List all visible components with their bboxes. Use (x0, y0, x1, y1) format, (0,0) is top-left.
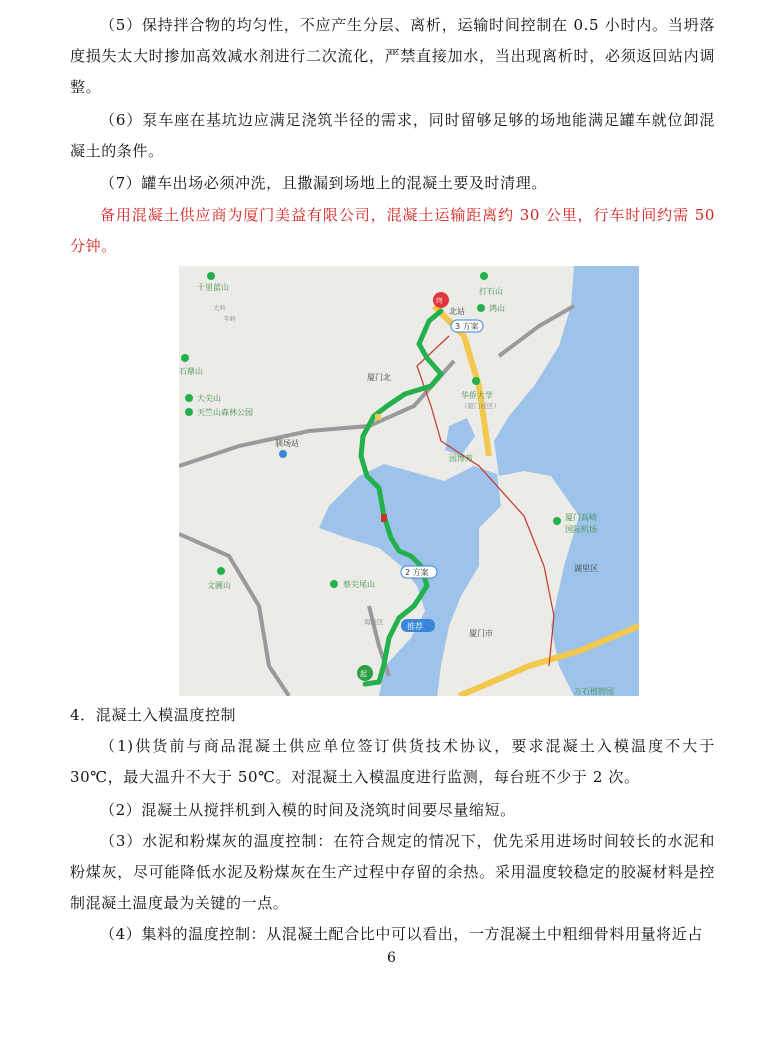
map-label-plan3: 3 方案 (455, 322, 479, 331)
route-map-svg (179, 266, 639, 696)
park-icon-shili (207, 272, 215, 280)
map-label-xmbei: 厦门北 (367, 373, 391, 382)
map-label-start: 起 (360, 670, 367, 678)
park-icon-tianzhu (185, 408, 193, 416)
map-label-plan2: 2 方案 (405, 568, 429, 577)
park-icon-dashi (480, 272, 488, 280)
park-icon-shiding (181, 354, 189, 362)
map-label-caijian: 蔡尖尾山 (343, 580, 375, 589)
map-traffic-red (381, 514, 387, 522)
map-label-dajian: 大尖山 (197, 394, 221, 403)
map-label-pingling: 平岭 (223, 315, 236, 323)
map-label-dashi: 打石山 (479, 287, 503, 296)
map-label-wanshi: 万石植物园 (574, 687, 614, 696)
section-4-item-1: （1)供货前与商品混凝土供应单位签订供货技术协议，要求混凝土入模温度不大于 30℃，最大温升不大于 50℃。对混凝土入模温度进行监测，每台班不少于 2 次。 (70, 737, 715, 786)
map-label-huaqiao-sub: （厦门校区） (461, 402, 500, 410)
park-icon-hongshan (477, 304, 485, 312)
map-label-xiangchang: 驯场站 (275, 439, 299, 448)
station-icon-xiangchang (279, 450, 287, 458)
paragraph-7: （7）罐车出场必须冲洗，且撒漏到场地上的混凝土要及时清理。 (100, 174, 547, 192)
map-label-huaqiao: 华侨大学 (461, 391, 493, 400)
map-label-beizhan: 北站 (449, 307, 465, 316)
section-4-item-4: （4）集料的温度控制：从混凝土配合比中可以看出，一方混凝土中粗细骨料用量将近占 (100, 925, 703, 943)
map-label-airport2: 国际机场 (565, 525, 597, 534)
map-label-tianzhu: 天竺山森林公园 (197, 408, 253, 417)
map-label-airport1: 厦门高崎 (565, 513, 597, 522)
section-4-item-3: （3）水泥和粉煤灰的温度控制：在符合规定的情况下，优先采用进场时间较长的水泥和粉煤灰，尽可能降低水泥及粉煤灰在生产过程中存留的余热。采用温度较稳定的胶凝材料是控制混凝土温度最为关键的一点。 (70, 832, 715, 912)
route-map (179, 266, 639, 696)
map-label-end: 终 (436, 297, 443, 305)
park-icon-wenyuan (217, 567, 225, 575)
map-label-hongshan: 鸿山 (489, 304, 505, 313)
map-traffic-orange (375, 414, 381, 420)
map-label-wenyuan: 文圃山 (207, 581, 231, 590)
map-label-shiding: 石鼎山 (179, 367, 203, 376)
paragraph-6: （6）泵车座在基坑边应满足浇筑半径的需求，同时留够足够的场地能满足罐车就位卸混凝土的条件。 (70, 111, 715, 160)
map-label-daling: 大岭 (213, 304, 226, 312)
map-label-shili: 十里蓝山 (197, 283, 229, 292)
map-label-haicang: 海沧区 (364, 618, 384, 626)
page-number: 6 (387, 950, 396, 966)
park-icon-caijian (330, 580, 338, 588)
section-4-item-2: （2）混凝土从搅拌机到入模的时间及浇筑时间要尽量缩短。 (100, 801, 516, 819)
map-label-xiamen: 厦门市 (469, 629, 493, 638)
map-label-yuanbo: 园博苑 (449, 454, 473, 463)
backup-supplier-note: 备用混凝土供应商为厦门美益有限公司，混凝土运输距离约 30 公里，行车时间约需 50 分钟。 (70, 206, 715, 255)
school-icon-huaqiao (472, 377, 480, 385)
airport-icon (553, 517, 561, 525)
paragraph-5: （5）保持拌合物的均匀性，不应产生分层、离析，运输时间控制在 0.5 小时内。当坍落度损失太大时掺加高效减水剂进行二次流化，严禁直接加水，当出现离析时，必须返回站内调整。 (70, 16, 715, 96)
map-label-huli: 湖里区 (574, 564, 598, 573)
section-4-title: 4．混凝土入模温度控制 (70, 706, 237, 724)
map-label-recommend: 推荐 (407, 622, 423, 631)
park-icon-dajian (185, 394, 193, 402)
